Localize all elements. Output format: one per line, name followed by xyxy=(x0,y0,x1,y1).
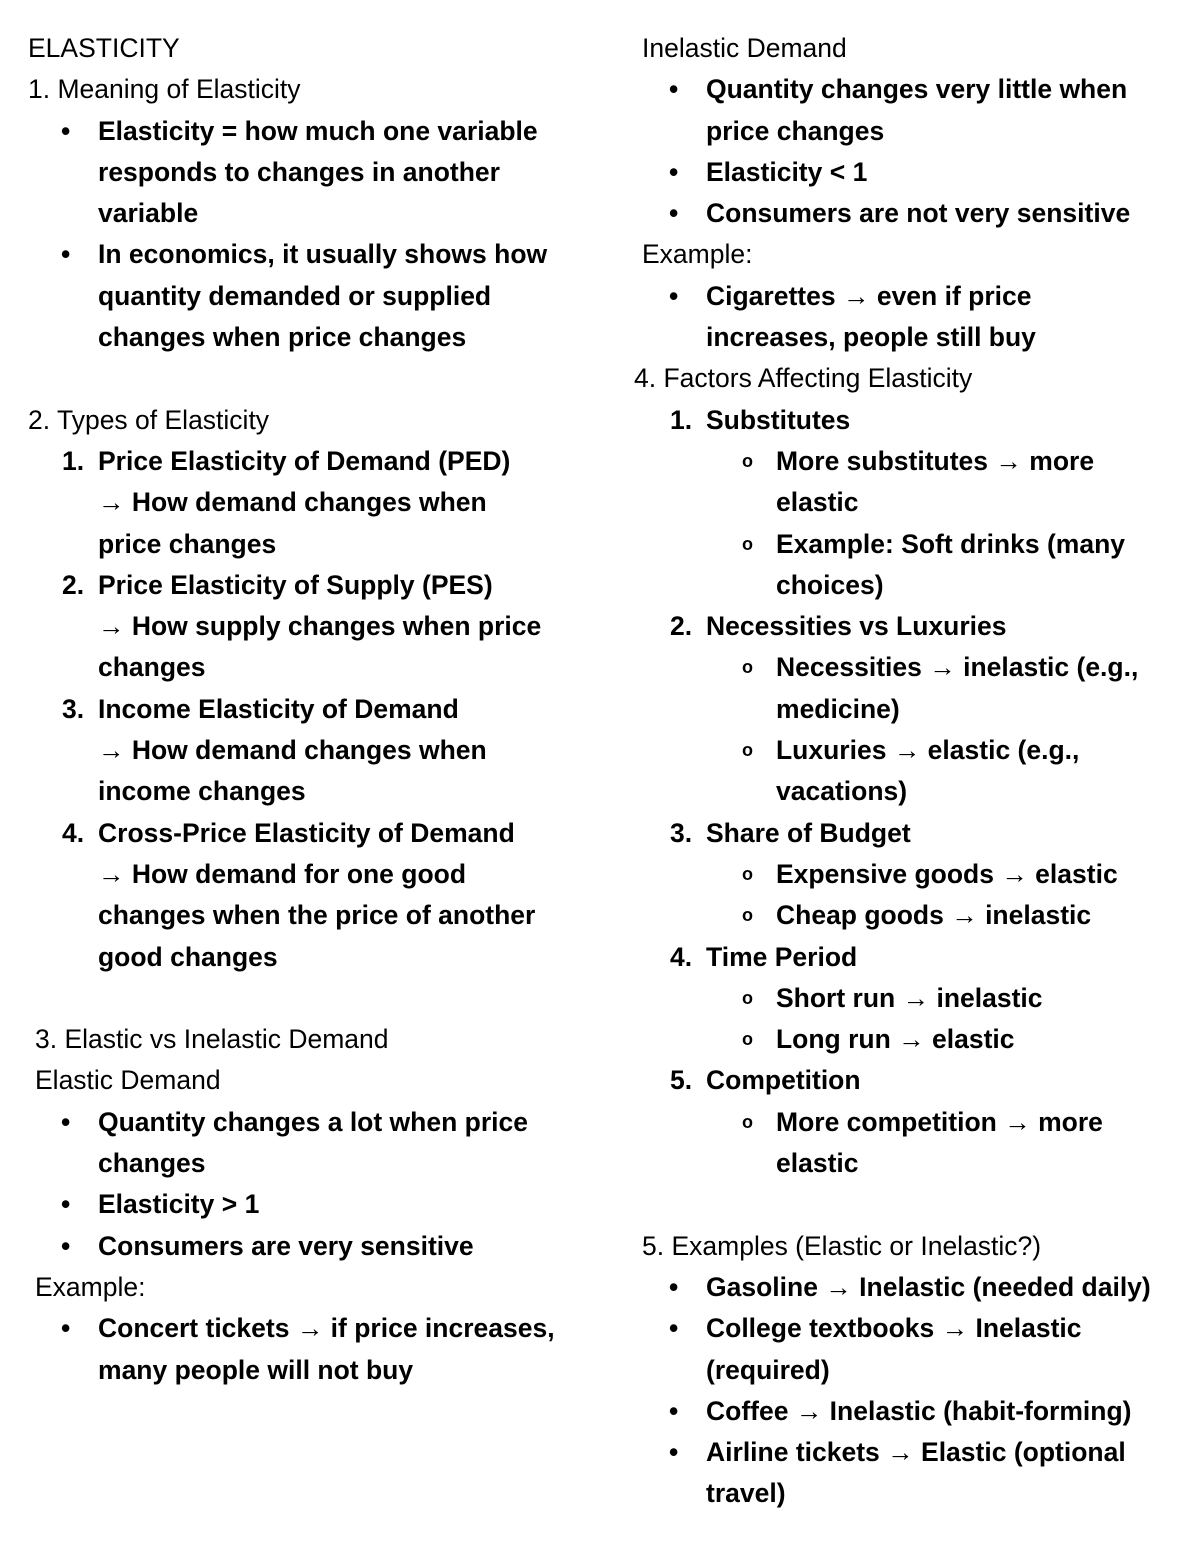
item-number: 3. xyxy=(670,817,693,848)
section-5-heading: 5. Examples (Elastic or Inelastic?) xyxy=(642,1230,1042,1261)
item-number: 3. xyxy=(62,693,85,724)
bullet-item: • Elasticity = how much one variable responds to changes in another variable xyxy=(28,111,588,235)
circle-bullet-icon: o xyxy=(742,657,753,678)
circle-bullet-icon: o xyxy=(742,863,753,884)
bullet-item: • Consumers are very sensitive xyxy=(28,1226,588,1267)
factor-item: 5. Competition o More competition → more elastic xyxy=(634,1060,1194,1184)
right-column xyxy=(634,28,1194,1515)
bullet-item: • Airline tickets → Elastic (optional travel) xyxy=(634,1432,1194,1515)
bullet-item: • Coffee → Inelastic (habit-forming) xyxy=(634,1391,1194,1432)
circle-bullet-icon: o xyxy=(742,987,753,1008)
factor-item: 1. Substitutes o More substitutes → more elastic o Example: Soft drinks (many choices) xyxy=(634,400,1194,606)
bullet-item: • Quantity changes very little when price changes xyxy=(634,69,1194,152)
numbered-item: 3. Income Elasticity of Demand → How demand changes when income changes xyxy=(28,689,588,813)
bullet-icon: • xyxy=(61,1106,71,1137)
circle-bullet-icon: o xyxy=(742,740,753,761)
factor-item: 3. Share of Budget o Expensive goods → elastic o Cheap goods → inelastic xyxy=(634,813,1194,937)
bullet-item: • Quantity changes a lot when price changes xyxy=(28,1102,588,1185)
bullet-item: • College textbooks → Inelastic (required) xyxy=(634,1308,1194,1391)
section-1-heading: 1. Meaning of Elasticity xyxy=(28,74,301,105)
section-3-heading: 3. Elastic vs Inelastic Demand xyxy=(35,1024,389,1055)
section-4-heading: 4. Factors Affecting Elasticity xyxy=(634,363,973,394)
bullet-item: • Consumers are not very sensitive xyxy=(634,193,1194,234)
circle-bullet-icon: o xyxy=(742,905,753,926)
item-number: 2. xyxy=(62,569,85,600)
bullet-icon: • xyxy=(61,1313,71,1344)
item-number: 1. xyxy=(62,445,85,476)
bullet-item: • Elasticity > 1 xyxy=(28,1184,588,1225)
circle-bullet-icon: o xyxy=(742,1029,753,1050)
item-number: 4. xyxy=(62,817,85,848)
bullet-item: • Gasoline → Inelastic (needed daily) xyxy=(634,1267,1194,1308)
bullet-icon: • xyxy=(61,115,71,146)
bullet-icon: • xyxy=(669,1271,679,1302)
numbered-item: 4. Cross-Price Elasticity of Demand → How demand for one good changes when the price of another good changes xyxy=(28,813,588,978)
left-column xyxy=(28,28,588,1391)
document-title: ELASTICITY xyxy=(28,33,180,63)
numbered-item: 2. Price Elasticity of Supply (PES) → How supply changes when price changes xyxy=(28,565,588,689)
bullet-icon: • xyxy=(669,1437,679,1468)
example-label: Example: xyxy=(35,1271,146,1302)
section-2-heading: 2. Types of Elasticity xyxy=(28,404,270,435)
numbered-item: 1. Price Elasticity of Demand (PED) → How demand changes when price changes xyxy=(28,441,588,565)
bullet-icon: • xyxy=(61,1230,71,1261)
bullet-icon: • xyxy=(669,74,679,105)
bullet-icon: • xyxy=(61,1189,71,1220)
item-number: 5. xyxy=(670,1065,693,1096)
item-number: 4. xyxy=(670,941,693,972)
circle-bullet-icon: o xyxy=(742,533,753,554)
spacer xyxy=(28,358,588,399)
factor-item: 4. Time Period o Short run → inelastic o Long run → elastic xyxy=(634,937,1194,1061)
inelastic-demand-heading: Inelastic Demand xyxy=(642,33,847,63)
bullet-icon: • xyxy=(61,239,71,270)
bullet-icon: • xyxy=(669,198,679,229)
bullet-item: • Cigarettes → even if price increases, people still buy xyxy=(634,276,1194,359)
bullet-icon: • xyxy=(669,1395,679,1426)
bullet-item: • Concert tickets → if price increases, many people will not buy xyxy=(28,1308,588,1391)
spacer xyxy=(28,978,588,1019)
elastic-demand-heading: Elastic Demand xyxy=(35,1065,221,1096)
bullet-icon: • xyxy=(669,280,679,311)
circle-bullet-icon: o xyxy=(742,1111,753,1132)
bullet-icon: • xyxy=(669,156,679,187)
factor-item: 2. Necessities vs Luxuries o Necessities → inelastic (e.g., medicine) o Luxuries → elastic (e.g., vacations) xyxy=(634,606,1194,812)
bullet-item: • Elasticity < 1 xyxy=(634,152,1194,193)
circle-bullet-icon: o xyxy=(742,450,753,471)
item-number: 1. xyxy=(670,404,693,435)
spacer xyxy=(634,1184,1194,1225)
bullet-item: • In economics, it usually shows how quantity demanded or supplied changes when price changes xyxy=(28,234,588,358)
example-label: Example: xyxy=(642,239,753,270)
bullet-icon: • xyxy=(669,1313,679,1344)
item-number: 2. xyxy=(670,611,693,642)
